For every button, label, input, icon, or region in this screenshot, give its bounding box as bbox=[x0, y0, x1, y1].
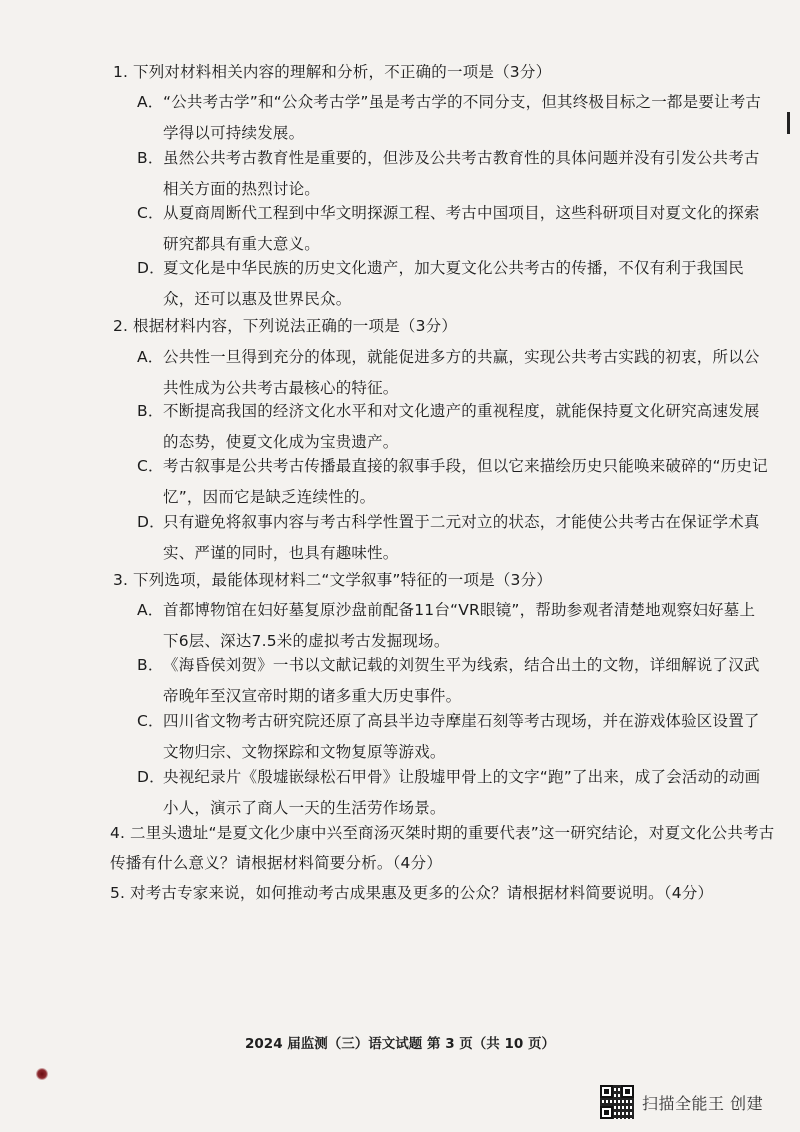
scanner-label: 扫描全能王 创建 bbox=[642, 1093, 764, 1113]
question-2-option-a bbox=[137, 342, 769, 403]
qr-code-icon bbox=[600, 1085, 634, 1119]
scan-corner-mark bbox=[36, 1068, 48, 1080]
option-text: 夏文化是中华民族的历史文化遗产，加大夏文化公共考古的传播，不仅有利于我国民众，还可以惠及世界民众。 bbox=[163, 259, 744, 308]
option-tag: B． bbox=[137, 656, 164, 674]
option-text: 只有避免将叙事内容与考古科学性置于二元对立的状态，才能使公共考古在保证学术真实、严谨的同时，也具有趣味性。 bbox=[163, 513, 760, 562]
question-stem: 下列选项，最能体现材料二“文学叙事”特征的一项是（3分） bbox=[133, 571, 553, 589]
option-tag: C． bbox=[137, 712, 164, 730]
option-text: 首都博物馆在妇好墓复原沙盘前配备11台“VR眼镜”，帮助参观者清楚地观察妇好墓上下6层、深达7.5米的虚拟考古发掘现场。 bbox=[163, 601, 756, 650]
question-1-option-b bbox=[137, 143, 769, 204]
scan-edge-mark bbox=[787, 112, 790, 134]
question-stem: 根据材料内容，下列说法正确的一项是（3分） bbox=[133, 317, 458, 335]
question-number: 5. bbox=[110, 884, 126, 902]
option-tag: D． bbox=[137, 513, 165, 531]
option-text: 公共性一旦得到充分的体现，就能促进多方的共赢，实现公共考古实践的初衷，所以公共性成为公共考古最核心的特征。 bbox=[163, 348, 760, 397]
question-1 bbox=[113, 57, 773, 87]
question-1-option-d bbox=[137, 253, 769, 314]
option-text: 虽然公共考古教育性是重要的，但涉及公共考古教育性的具体问题并没有引发公共考古相关方面的热烈讨论。 bbox=[163, 149, 760, 198]
question-1-option-c bbox=[137, 198, 769, 259]
option-text: 《海昏侯刘贺》一书以文献记载的刘贺生平为线索，结合出土的文物，详细解说了汉武帝晚年至汉宣帝时期的诸多重大历史事件。 bbox=[163, 656, 760, 705]
option-tag: A． bbox=[137, 601, 164, 619]
question-number: 2. bbox=[113, 317, 129, 335]
question-number: 4. bbox=[110, 824, 126, 842]
option-text: 央视纪录片《殷墟嵌绿松石甲骨》让殷墟甲骨上的文字“跑”了出来，成了会活动的动画小人，演示了商人一天的生活劳作场景。 bbox=[163, 768, 761, 817]
question-2-option-d bbox=[137, 507, 769, 568]
question-3-option-d bbox=[137, 762, 769, 823]
question-4 bbox=[110, 818, 775, 878]
option-text: 四川省文物考古研究院还原了高县半边寺摩崖石刻等考古现场，并在游戏体验区设置了文物归宗、文物探踪和文物复原等游戏。 bbox=[163, 712, 760, 761]
question-stem: 下列对材料相关内容的理解和分析，不正确的一项是（3分） bbox=[133, 63, 552, 81]
option-tag: B． bbox=[137, 149, 164, 167]
option-tag: C． bbox=[137, 204, 164, 222]
option-text: 考古叙事是公共考古传播最直接的叙事手段，但以它来描绘历史只能唤来破碎的“历史记忆”，因而它是缺乏连续性的。 bbox=[163, 457, 768, 506]
question-3 bbox=[113, 565, 773, 595]
option-tag: D． bbox=[137, 259, 165, 277]
page-footer: 2024 届监测（三）语文试题 第 3 页（共 10 页） bbox=[245, 1036, 555, 1052]
question-3-option-b bbox=[137, 650, 769, 711]
question-2-option-c bbox=[137, 451, 769, 512]
question-3-option-c bbox=[137, 706, 769, 767]
question-number: 3. bbox=[113, 571, 129, 589]
question-stem: 二里头遗址“是夏文化少康中兴至商汤灭桀时期的重要代表”这一研究结论，对夏文化公共考古传播有什么意义？请根据材料简要分析。（4分） bbox=[110, 824, 775, 872]
question-2-option-b bbox=[137, 396, 769, 457]
option-tag: A． bbox=[137, 348, 164, 366]
scanner-watermark bbox=[600, 1085, 763, 1119]
question-number: 1. bbox=[113, 63, 129, 81]
option-tag: B． bbox=[137, 402, 164, 420]
question-1-option-a bbox=[137, 87, 769, 148]
question-stem: 对考古专家来说，如何推动考古成果惠及更多的公众？请根据材料简要说明。（4分） bbox=[130, 884, 714, 902]
option-tag: A． bbox=[137, 93, 164, 111]
option-text: “公共考古学”和“公众考古学”虽是考古学的不同分支，但其终极目标之一都是要让考古学得以可持续发展。 bbox=[163, 93, 762, 142]
option-text: 从夏商周断代工程到中华文明探源工程、考古中国项目，这些科研项目对夏文化的探索研究都具有重大意义。 bbox=[163, 204, 760, 253]
question-3-option-a bbox=[137, 595, 769, 656]
option-text: 不断提高我国的经济文化水平和对文化遗产的重视程度，就能保持夏文化研究高速发展的态势，使夏文化成为宝贵遗产。 bbox=[163, 402, 760, 451]
option-tag: D． bbox=[137, 768, 165, 786]
option-tag: C． bbox=[137, 457, 164, 475]
question-2 bbox=[113, 311, 773, 341]
question-5 bbox=[110, 878, 775, 908]
